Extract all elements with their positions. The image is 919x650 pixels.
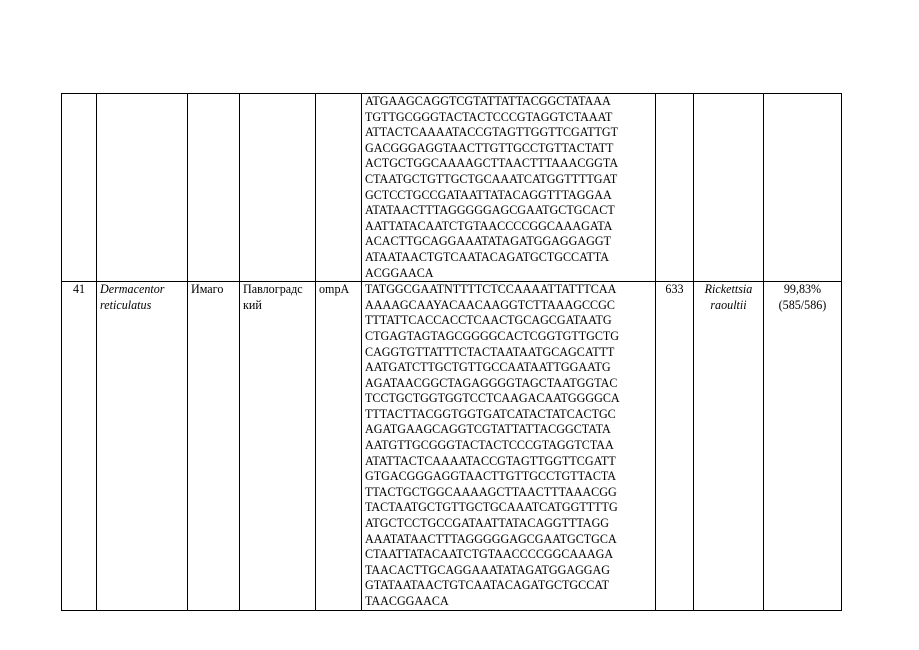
life-stage	[188, 94, 240, 282]
sequence-line: AATGTTGCGGGTACTACTCCCGTAGGTCTAA	[365, 438, 614, 453]
sequence-line: CTAATGCTGTTGCTGCAAATCATGGTTTTGAT	[365, 171, 618, 186]
sequence-line: AAAAGCAAYACAACAAGGTCTTAAAGCCGC	[365, 297, 615, 312]
sequence-line: ATGAAGCAGGTCGTATTATTACGGCTATAAA	[365, 94, 611, 108]
sequence-line: GTATAATAACTGTCAATACAGATGCTGCCAT	[365, 578, 610, 593]
sequence-line: TCCTGCTGGTGGTCCTCAAGACAATGGGGCA	[365, 391, 620, 406]
sequence-line: ACTGCTGGCAAAAGCTTAACTTTAAACGGTA	[365, 156, 619, 171]
sequence-line: AGATAACGGCTAGAGGGGTAGCTAATGGTAC	[365, 375, 618, 390]
identity-percent: 99,83% (585/586)	[764, 282, 842, 610]
tick-species	[97, 94, 188, 282]
match-species	[694, 94, 764, 282]
sequence-line: GACGGGAGGTAACTTGTTGCCTGTTACTATT	[365, 140, 614, 155]
sequence-line: CTGAGTAGTAGCGGGGCACTCGGTGTTGCTG	[365, 328, 620, 343]
sequence-length	[656, 94, 694, 282]
sequence-line: TATGGCGAATNTTTTCTCCAAAATTATTTCAA	[365, 282, 617, 297]
sequence-table	[61, 93, 842, 611]
row-number	[62, 94, 97, 282]
collection-location: Павлоградс кий	[240, 282, 316, 610]
identity-percent	[764, 94, 842, 282]
collection-location	[240, 94, 316, 282]
sequence-line: CTAATTATACAATCTGTAACCCCGGCAAAGA	[365, 547, 614, 562]
sequence-line: TAACGGAACA	[365, 594, 449, 608]
sequence-line: TACTAATGCTGTTGCTGCAAATCATGGTTTTG	[365, 500, 618, 515]
gene-name: ompA	[316, 282, 362, 610]
nucleotide-sequence	[362, 94, 656, 282]
sequence-line: ATATAACTTTAGGGGGAGCGAATGCTGCACT	[365, 203, 615, 218]
sequence-line: AGATGAAGCAGGTCGTATTATTACGGCTATA	[365, 422, 611, 437]
nucleotide-sequence	[362, 282, 656, 610]
sequence-line: AATGATCTTGCTGTTGCCAATAATTGGAATG	[365, 360, 611, 375]
sequence-length: 633	[656, 282, 694, 610]
row-number: 41	[62, 282, 97, 610]
sequence-line: ATAATAACTGTCAATACAGATGCTGCCATTA	[365, 249, 610, 264]
gene-name	[316, 94, 362, 282]
sequence-line: TTTACTTACGGTGGTGATCATACTATCACTGC	[365, 406, 616, 421]
sequence-line: TTACTGCTGGCAAAAGCTTAACTTTAAACGG	[365, 484, 617, 499]
sequence-line: TTTATTCACCACCTCAACTGCAGCGATAATG	[365, 313, 612, 328]
tick-species: Dermacentor reticulatus	[97, 282, 188, 610]
sequence-line: ATATTACTCAAAATACCGTAGTTGGTTCGATT	[365, 453, 616, 468]
sequence-line: ATGCTCCTGCCGATAATTATACAGGTTTAGG	[365, 516, 610, 531]
sequence-line: CAGGTGTTATTTCTACTAATAATGCAGCATTT	[365, 344, 615, 359]
sequence-line: ATTACTCAAAATACCGTAGTTGGTTCGATTGT	[365, 125, 619, 140]
sequence-line: ACACTTGCAGGAAATATAGATGGAGGAGGT	[365, 234, 611, 249]
table-row	[62, 94, 842, 282]
sequence-line: GTGACGGGAGGTAACTTGTTGCCTGTTACTA	[365, 469, 617, 484]
table-row	[62, 282, 842, 610]
sequence-line: AAATATAACTTTAGGGGGAGCGAATGCTGCA	[365, 531, 617, 546]
sequence-line: GCTCCTGCCGATAATTATACAGGTTTAGGAA	[365, 187, 612, 202]
sequence-line: TAACACTTGCAGGAAATATAGATGGAGGAG	[365, 562, 611, 577]
match-species: Rickettsia raoultii	[694, 282, 764, 610]
life-stage: Имаго	[188, 282, 240, 610]
sequence-line: TGTTGCGGGTACTACTCCCGTAGGTCTAAAT	[365, 109, 613, 124]
sequence-line: ACGGAACA	[365, 265, 434, 280]
sequence-line: AATTATACAATCTGTAACCCCGGCAAAGATA	[365, 218, 613, 233]
